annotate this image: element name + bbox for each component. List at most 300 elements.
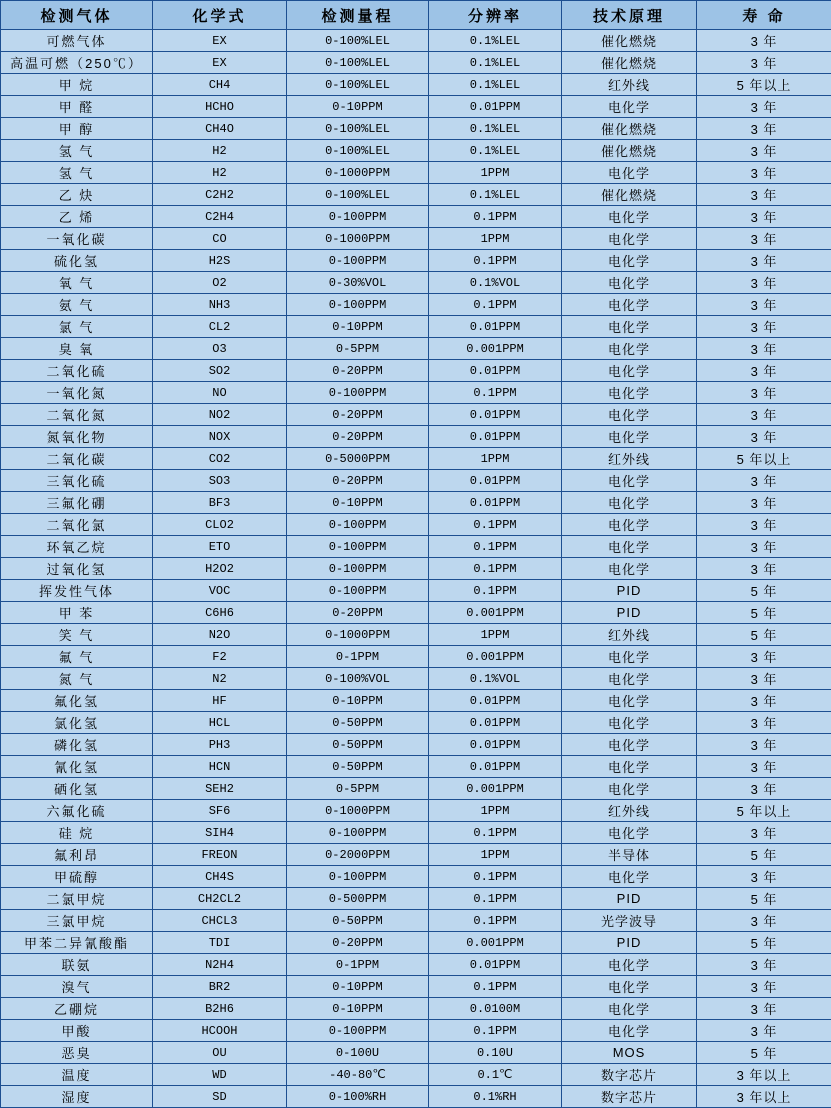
cell-formula: HF xyxy=(153,690,287,712)
cell-resolution: 0.01PPM xyxy=(429,734,562,756)
cell-resolution: 0.01PPM xyxy=(429,316,562,338)
cell-lifetime: 3 年 xyxy=(697,316,831,338)
table-row xyxy=(1,558,831,580)
cell-range: 0-20PPM xyxy=(287,426,429,448)
cell-technology: 半导体 xyxy=(562,844,697,866)
table-row xyxy=(1,514,831,536)
cell-gas: 氧 气 xyxy=(1,272,153,294)
table-row xyxy=(1,1020,831,1042)
cell-technology: 电化学 xyxy=(562,822,697,844)
cell-range: 0-20PPM xyxy=(287,360,429,382)
cell-resolution: 0.1PPM xyxy=(429,866,562,888)
cell-resolution: 0.001PPM xyxy=(429,646,562,668)
cell-formula: CO2 xyxy=(153,448,287,470)
cell-lifetime: 3 年 xyxy=(697,96,831,118)
cell-lifetime: 3 年 xyxy=(697,646,831,668)
cell-gas: 甲 烷 xyxy=(1,74,153,96)
cell-gas: 二氧化碳 xyxy=(1,448,153,470)
cell-gas: 甲 醛 xyxy=(1,96,153,118)
table-row xyxy=(1,426,831,448)
cell-lifetime: 3 年 xyxy=(697,228,831,250)
cell-lifetime: 3 年 xyxy=(697,492,831,514)
cell-range: 0-100PPM xyxy=(287,250,429,272)
table-row xyxy=(1,712,831,734)
table-row xyxy=(1,910,831,932)
cell-gas: 六氟化硫 xyxy=(1,800,153,822)
cell-gas: 恶臭 xyxy=(1,1042,153,1064)
table-row xyxy=(1,316,831,338)
cell-resolution: 0.1PPM xyxy=(429,910,562,932)
cell-gas: 硅 烷 xyxy=(1,822,153,844)
cell-range: 0-100PPM xyxy=(287,822,429,844)
table-row xyxy=(1,228,831,250)
cell-formula: O2 xyxy=(153,272,287,294)
table-row xyxy=(1,492,831,514)
cell-technology: 电化学 xyxy=(562,646,697,668)
cell-technology: 电化学 xyxy=(562,756,697,778)
cell-resolution: 0.01PPM xyxy=(429,954,562,976)
cell-formula: BF3 xyxy=(153,492,287,514)
table-row xyxy=(1,118,831,140)
cell-gas: 溴气 xyxy=(1,976,153,998)
table-row xyxy=(1,690,831,712)
column-header-resolution: 分辨率 xyxy=(429,1,562,30)
cell-range: 0-20PPM xyxy=(287,932,429,954)
cell-resolution: 0.1PPM xyxy=(429,976,562,998)
cell-resolution: 0.10U xyxy=(429,1042,562,1064)
cell-resolution: 0.1PPM xyxy=(429,558,562,580)
cell-gas: 氯 气 xyxy=(1,316,153,338)
cell-range: 0-100%LEL xyxy=(287,118,429,140)
cell-range: 0-100PPM xyxy=(287,294,429,316)
table-row xyxy=(1,734,831,756)
cell-lifetime: 3 年 xyxy=(697,118,831,140)
cell-formula: CLO2 xyxy=(153,514,287,536)
cell-resolution: 0.01PPM xyxy=(429,756,562,778)
cell-lifetime: 3 年 xyxy=(697,536,831,558)
cell-gas: 环氧乙烷 xyxy=(1,536,153,558)
cell-technology: 电化学 xyxy=(562,404,697,426)
cell-technology: 电化学 xyxy=(562,492,697,514)
cell-range: 0-100PPM xyxy=(287,536,429,558)
cell-technology: MOS xyxy=(562,1042,697,1064)
cell-formula: F2 xyxy=(153,646,287,668)
cell-resolution: 1PPM xyxy=(429,228,562,250)
cell-resolution: 0.1%LEL xyxy=(429,184,562,206)
table-row xyxy=(1,624,831,646)
table-row xyxy=(1,954,831,976)
cell-technology: 电化学 xyxy=(562,734,697,756)
cell-technology: 电化学 xyxy=(562,250,697,272)
cell-formula: C2H2 xyxy=(153,184,287,206)
cell-formula: WD xyxy=(153,1064,287,1086)
cell-lifetime: 3 年 xyxy=(697,1020,831,1042)
cell-lifetime: 3 年 xyxy=(697,558,831,580)
cell-gas: 笑 气 xyxy=(1,624,153,646)
cell-lifetime: 3 年 xyxy=(697,272,831,294)
cell-technology: 电化学 xyxy=(562,866,697,888)
cell-formula: N2O xyxy=(153,624,287,646)
cell-formula: H2O2 xyxy=(153,558,287,580)
cell-technology: 数字芯片 xyxy=(562,1086,697,1108)
cell-resolution: 0.1%VOL xyxy=(429,272,562,294)
cell-lifetime: 3 年 xyxy=(697,338,831,360)
cell-lifetime: 3 年 xyxy=(697,162,831,184)
cell-lifetime: 3 年 xyxy=(697,756,831,778)
cell-formula: EX xyxy=(153,30,287,52)
cell-technology: 电化学 xyxy=(562,954,697,976)
cell-resolution: 0.1PPM xyxy=(429,250,562,272)
column-header-range: 检测量程 xyxy=(287,1,429,30)
table-row xyxy=(1,844,831,866)
cell-gas: 甲硫醇 xyxy=(1,866,153,888)
cell-resolution: 0.1PPM xyxy=(429,294,562,316)
cell-resolution: 0.1%LEL xyxy=(429,74,562,96)
cell-lifetime: 3 年 xyxy=(697,668,831,690)
cell-formula: SD xyxy=(153,1086,287,1108)
cell-technology: 红外线 xyxy=(562,800,697,822)
cell-gas: 甲苯二异氰酸酯 xyxy=(1,932,153,954)
cell-technology: 催化燃烧 xyxy=(562,184,697,206)
cell-formula: H2 xyxy=(153,140,287,162)
cell-gas: 乙 烯 xyxy=(1,206,153,228)
cell-formula: HCL xyxy=(153,712,287,734)
cell-technology: 红外线 xyxy=(562,448,697,470)
cell-range: 0-100PPM xyxy=(287,206,429,228)
cell-resolution: 0.1%LEL xyxy=(429,140,562,162)
cell-technology: 电化学 xyxy=(562,1020,697,1042)
cell-technology: 电化学 xyxy=(562,690,697,712)
table-row xyxy=(1,822,831,844)
cell-formula: VOC xyxy=(153,580,287,602)
cell-gas: 三氯甲烷 xyxy=(1,910,153,932)
table-row xyxy=(1,96,831,118)
cell-gas: 氮氧化物 xyxy=(1,426,153,448)
cell-formula: HCOOH xyxy=(153,1020,287,1042)
cell-resolution: 0.1PPM xyxy=(429,888,562,910)
cell-resolution: 0.001PPM xyxy=(429,602,562,624)
cell-formula: N2H4 xyxy=(153,954,287,976)
cell-formula: EX xyxy=(153,52,287,74)
table-row xyxy=(1,162,831,184)
cell-gas: 温度 xyxy=(1,1064,153,1086)
cell-gas: 一氧化氮 xyxy=(1,382,153,404)
cell-technology: 电化学 xyxy=(562,96,697,118)
cell-lifetime: 3 年 xyxy=(697,30,831,52)
cell-range: 0-1PPM xyxy=(287,646,429,668)
cell-gas: 三氟化硼 xyxy=(1,492,153,514)
cell-range: 0-50PPM xyxy=(287,712,429,734)
cell-lifetime: 3 年 xyxy=(697,734,831,756)
table-row xyxy=(1,206,831,228)
cell-range: 0-50PPM xyxy=(287,910,429,932)
cell-gas: 二氧化氯 xyxy=(1,514,153,536)
cell-resolution: 0.1%LEL xyxy=(429,118,562,140)
cell-lifetime: 5 年以上 xyxy=(697,448,831,470)
cell-lifetime: 5 年 xyxy=(697,602,831,624)
cell-lifetime: 5 年 xyxy=(697,1042,831,1064)
cell-gas: 氰化氢 xyxy=(1,756,153,778)
cell-resolution: 1PPM xyxy=(429,162,562,184)
cell-range: 0-100U xyxy=(287,1042,429,1064)
cell-technology: 电化学 xyxy=(562,514,697,536)
table-row xyxy=(1,602,831,624)
column-header-technology: 技术原理 xyxy=(562,1,697,30)
cell-technology: 电化学 xyxy=(562,294,697,316)
cell-gas: 乙 炔 xyxy=(1,184,153,206)
cell-resolution: 0.01PPM xyxy=(429,96,562,118)
cell-resolution: 0.01PPM xyxy=(429,712,562,734)
table-row xyxy=(1,30,831,52)
cell-gas: 甲酸 xyxy=(1,1020,153,1042)
table-row xyxy=(1,140,831,162)
cell-resolution: 0.1%LEL xyxy=(429,52,562,74)
cell-gas: 二氧化氮 xyxy=(1,404,153,426)
cell-lifetime: 3 年以上 xyxy=(697,1064,831,1086)
table-row xyxy=(1,272,831,294)
cell-technology: 电化学 xyxy=(562,360,697,382)
cell-technology: 电化学 xyxy=(562,976,697,998)
cell-formula: C2H4 xyxy=(153,206,287,228)
cell-formula: CH4 xyxy=(153,74,287,96)
cell-technology: 催化燃烧 xyxy=(562,118,697,140)
cell-lifetime: 3 年 xyxy=(697,778,831,800)
table-row xyxy=(1,976,831,998)
table-row xyxy=(1,536,831,558)
cell-range: 0-100%RH xyxy=(287,1086,429,1108)
cell-gas: 联氨 xyxy=(1,954,153,976)
cell-range: 0-100PPM xyxy=(287,382,429,404)
cell-range: 0-100%LEL xyxy=(287,140,429,162)
cell-technology: 电化学 xyxy=(562,162,697,184)
cell-lifetime: 3 年 xyxy=(697,514,831,536)
cell-range: 0-10PPM xyxy=(287,316,429,338)
cell-technology: 红外线 xyxy=(562,74,697,96)
cell-range: 0-100PPM xyxy=(287,514,429,536)
cell-resolution: 0.1PPM xyxy=(429,580,562,602)
table-row xyxy=(1,888,831,910)
cell-formula: SO3 xyxy=(153,470,287,492)
cell-lifetime: 3 年以上 xyxy=(697,1086,831,1108)
cell-technology: 电化学 xyxy=(562,272,697,294)
cell-formula: H2 xyxy=(153,162,287,184)
cell-range: 0-100%VOL xyxy=(287,668,429,690)
cell-lifetime: 5 年以上 xyxy=(697,74,831,96)
cell-technology: PID xyxy=(562,602,697,624)
cell-technology: 电化学 xyxy=(562,338,697,360)
cell-formula: CO xyxy=(153,228,287,250)
cell-range: 0-5PPM xyxy=(287,778,429,800)
cell-technology: 电化学 xyxy=(562,426,697,448)
cell-technology: 电化学 xyxy=(562,206,697,228)
cell-range: 0-100PPM xyxy=(287,558,429,580)
cell-resolution: 0.001PPM xyxy=(429,338,562,360)
table-header-row xyxy=(1,1,831,30)
cell-range: 0-20PPM xyxy=(287,404,429,426)
cell-range: 0-100PPM xyxy=(287,580,429,602)
cell-formula: CH4O xyxy=(153,118,287,140)
cell-range: 0-20PPM xyxy=(287,470,429,492)
cell-lifetime: 3 年 xyxy=(697,910,831,932)
cell-range: 0-100PPM xyxy=(287,1020,429,1042)
cell-gas: 硒化氢 xyxy=(1,778,153,800)
cell-resolution: 1PPM xyxy=(429,448,562,470)
cell-formula: CH2CL2 xyxy=(153,888,287,910)
cell-technology: 电化学 xyxy=(562,668,697,690)
cell-range: 0-50PPM xyxy=(287,734,429,756)
cell-technology: 红外线 xyxy=(562,624,697,646)
cell-gas: 氟 气 xyxy=(1,646,153,668)
cell-resolution: 0.1%VOL xyxy=(429,668,562,690)
cell-range: 0-1000PPM xyxy=(287,162,429,184)
cell-resolution: 0.1PPM xyxy=(429,822,562,844)
cell-range: 0-100%LEL xyxy=(287,74,429,96)
cell-range: 0-10PPM xyxy=(287,96,429,118)
cell-lifetime: 5 年 xyxy=(697,580,831,602)
cell-technology: 电化学 xyxy=(562,536,697,558)
cell-gas: 氟利昂 xyxy=(1,844,153,866)
table-row xyxy=(1,382,831,404)
table-row xyxy=(1,756,831,778)
cell-lifetime: 3 年 xyxy=(697,360,831,382)
table-row xyxy=(1,998,831,1020)
cell-formula: SF6 xyxy=(153,800,287,822)
cell-resolution: 0.1PPM xyxy=(429,536,562,558)
cell-lifetime: 3 年 xyxy=(697,998,831,1020)
cell-gas: 可燃气体 xyxy=(1,30,153,52)
cell-formula: PH3 xyxy=(153,734,287,756)
cell-lifetime: 3 年 xyxy=(697,184,831,206)
cell-formula: OU xyxy=(153,1042,287,1064)
cell-gas: 臭 氧 xyxy=(1,338,153,360)
cell-range: 0-100%LEL xyxy=(287,52,429,74)
cell-range: 0-1000PPM xyxy=(287,228,429,250)
cell-gas: 一氧化碳 xyxy=(1,228,153,250)
cell-technology: 光学波导 xyxy=(562,910,697,932)
cell-gas: 磷化氢 xyxy=(1,734,153,756)
cell-formula: CH4S xyxy=(153,866,287,888)
table-row xyxy=(1,250,831,272)
cell-range: 0-20PPM xyxy=(287,602,429,624)
cell-resolution: 0.1PPM xyxy=(429,382,562,404)
cell-lifetime: 3 年 xyxy=(697,426,831,448)
cell-formula: ETO xyxy=(153,536,287,558)
cell-resolution: 0.1PPM xyxy=(429,514,562,536)
cell-range: 0-100%LEL xyxy=(287,30,429,52)
cell-technology: PID xyxy=(562,932,697,954)
cell-lifetime: 3 年 xyxy=(697,470,831,492)
cell-lifetime: 5 年 xyxy=(697,624,831,646)
cell-gas: 氮 气 xyxy=(1,668,153,690)
cell-resolution: 0.01PPM xyxy=(429,470,562,492)
cell-range: 0-5PPM xyxy=(287,338,429,360)
table-row xyxy=(1,52,831,74)
cell-formula: SO2 xyxy=(153,360,287,382)
table-row xyxy=(1,866,831,888)
cell-gas: 二氯甲烷 xyxy=(1,888,153,910)
cell-formula: FREON xyxy=(153,844,287,866)
cell-lifetime: 3 年 xyxy=(697,404,831,426)
cell-range: -40-80℃ xyxy=(287,1064,429,1086)
table-body xyxy=(1,30,831,1108)
cell-lifetime: 3 年 xyxy=(697,712,831,734)
cell-formula: H2S xyxy=(153,250,287,272)
cell-formula: NO2 xyxy=(153,404,287,426)
table-row xyxy=(1,404,831,426)
cell-technology: 电化学 xyxy=(562,998,697,1020)
table-row xyxy=(1,646,831,668)
cell-lifetime: 5 年 xyxy=(697,932,831,954)
cell-gas: 高温可燃（250℃） xyxy=(1,52,153,74)
cell-lifetime: 3 年 xyxy=(697,140,831,162)
cell-range: 0-10PPM xyxy=(287,492,429,514)
cell-range: 0-10PPM xyxy=(287,976,429,998)
cell-formula: NOX xyxy=(153,426,287,448)
cell-gas: 三氧化硫 xyxy=(1,470,153,492)
cell-formula: B2H6 xyxy=(153,998,287,1020)
cell-formula: SEH2 xyxy=(153,778,287,800)
cell-gas: 湿度 xyxy=(1,1086,153,1108)
cell-resolution: 0.01PPM xyxy=(429,690,562,712)
cell-gas: 氢 气 xyxy=(1,140,153,162)
cell-technology: PID xyxy=(562,580,697,602)
cell-lifetime: 3 年 xyxy=(697,250,831,272)
cell-gas: 二氧化硫 xyxy=(1,360,153,382)
cell-range: 0-2000PPM xyxy=(287,844,429,866)
table-row xyxy=(1,668,831,690)
cell-formula: CL2 xyxy=(153,316,287,338)
cell-technology: 催化燃烧 xyxy=(562,30,697,52)
cell-range: 0-100PPM xyxy=(287,866,429,888)
cell-formula: HCN xyxy=(153,756,287,778)
table-row xyxy=(1,448,831,470)
cell-range: 0-5000PPM xyxy=(287,448,429,470)
cell-gas: 氟化氢 xyxy=(1,690,153,712)
cell-range: 0-30%VOL xyxy=(287,272,429,294)
cell-lifetime: 5 年以上 xyxy=(697,800,831,822)
cell-resolution: 0.1%LEL xyxy=(429,30,562,52)
cell-lifetime: 5 年 xyxy=(697,888,831,910)
table-row xyxy=(1,470,831,492)
cell-gas: 过氧化氢 xyxy=(1,558,153,580)
cell-resolution: 0.01PPM xyxy=(429,426,562,448)
cell-resolution: 0.001PPM xyxy=(429,778,562,800)
table-row xyxy=(1,294,831,316)
cell-lifetime: 3 年 xyxy=(697,382,831,404)
table-row xyxy=(1,338,831,360)
table-row xyxy=(1,932,831,954)
cell-resolution: 0.001PPM xyxy=(429,932,562,954)
cell-gas: 硫化氢 xyxy=(1,250,153,272)
cell-range: 0-100%LEL xyxy=(287,184,429,206)
table-row xyxy=(1,1086,831,1108)
cell-gas: 氢 气 xyxy=(1,162,153,184)
cell-range: 0-10PPM xyxy=(287,690,429,712)
cell-formula: C6H6 xyxy=(153,602,287,624)
cell-resolution: 0.1PPM xyxy=(429,206,562,228)
cell-range: 0-1000PPM xyxy=(287,624,429,646)
cell-technology: 催化燃烧 xyxy=(562,52,697,74)
cell-technology: 电化学 xyxy=(562,470,697,492)
cell-lifetime: 3 年 xyxy=(697,866,831,888)
table-header xyxy=(1,1,831,30)
cell-resolution: 0.01PPM xyxy=(429,360,562,382)
cell-formula: CHCL3 xyxy=(153,910,287,932)
cell-technology: 电化学 xyxy=(562,382,697,404)
table-row xyxy=(1,580,831,602)
cell-range: 0-1000PPM xyxy=(287,800,429,822)
cell-lifetime: 3 年 xyxy=(697,52,831,74)
